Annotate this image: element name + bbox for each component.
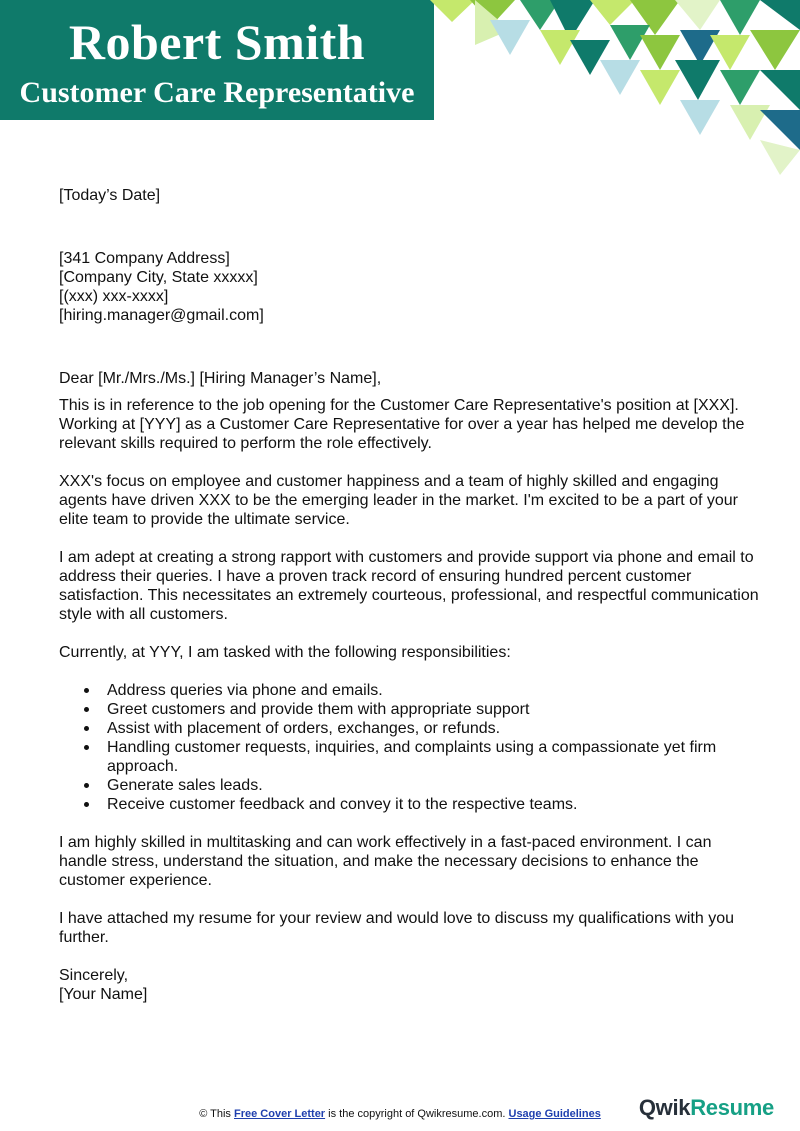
address-line: [(xxx) xxx-xxxx]	[59, 288, 169, 305]
list-item-text: Assist with placement of orders, exchanges, or refunds.	[107, 720, 501, 737]
footer-prefix: © This	[199, 1108, 234, 1120]
list-item	[107, 795, 759, 814]
paragraph: Currently, at YYY, I am tasked with the following responsibilities:	[59, 644, 511, 661]
footer-middle: is the copyright of Qwikresume.com.	[325, 1108, 509, 1120]
usage-guidelines-link[interactable]: Usage Guidelines	[508, 1108, 601, 1120]
address-line: [hiring.manager@gmail.com]	[59, 307, 264, 324]
responsibilities-list	[59, 681, 759, 814]
list-item	[107, 719, 759, 738]
applicant-name: Robert Smith	[68, 14, 366, 70]
logo-text-qwik: Qwik	[638, 1095, 691, 1120]
qwikresume-logo	[639, 1095, 774, 1121]
list-item	[107, 681, 759, 700]
bullet-icon	[84, 726, 89, 731]
logo-text-resume: Resume	[690, 1095, 774, 1120]
paragraph: This is in reference to the job opening for the Customer Care Representative's position at [XXX]. Working at [YYY] as a Customer Care Representative for over a year has helped me develop the relevant skills required to perform the role effectively.	[59, 397, 745, 452]
free-cover-letter-link[interactable]: Free Cover Letter	[234, 1108, 326, 1120]
list-item-text: Greet customers and provide them with appropriate support	[107, 701, 530, 718]
paragraph: I have attached my resume for your review and would love to discuss my qualifications with you further.	[59, 910, 734, 946]
signature: [Your Name]	[59, 986, 148, 1003]
bullet-icon	[84, 745, 89, 750]
list-item	[107, 776, 759, 795]
bullet-icon	[84, 802, 89, 807]
header-banner	[0, 0, 434, 120]
bullet-icon	[84, 688, 89, 693]
list-item-text: Address queries via phone and emails.	[107, 682, 383, 699]
sign-off: Sincerely,	[59, 967, 129, 984]
paragraph: XXX's focus on employee and customer happiness and a team of highly skilled and engaging agents have driven XXX to be the emerging leader in the market. I'm excited to be a part of your elite team to provide the ultimate service.	[59, 473, 738, 528]
bullet-icon	[84, 707, 89, 712]
address-line: [Company City, State xxxxx]	[59, 269, 258, 286]
recipient-address	[59, 249, 759, 325]
list-item-text: Handling customer requests, inquiries, and complaints using a compassionate yet firm approach.	[107, 739, 717, 775]
paragraph: I am adept at creating a strong rapport with customers and provide support via phone and email to address their queries. I have a proven track record of ensuring hundred percent customer satisfaction. This necessitates an extremely courteous, professional, and respectful communication style with all customers.	[59, 549, 759, 623]
paragraph: I am highly skilled in multitasking and can work effectively in a fast-paced environment. I can handle stress, understand the situation, and make the necessary decisions to enhance the customer experience.	[59, 834, 712, 889]
address-line: [341 Company Address]	[59, 250, 230, 267]
list-item	[107, 700, 759, 719]
letter-date: [Today’s Date]	[59, 187, 161, 204]
list-item	[107, 738, 759, 776]
greeting: Dear [Mr./Mrs./Ms.] [Hiring Manager’s Name],	[59, 370, 382, 387]
letter-body	[59, 186, 759, 1004]
decorative-triangle-pattern	[430, 0, 800, 180]
job-title: Customer Care Representative	[19, 76, 415, 109]
list-item-text: Generate sales leads.	[107, 777, 263, 794]
bullet-icon	[84, 783, 89, 788]
list-item-text: Receive customer feedback and convey it to the respective teams.	[107, 796, 578, 813]
